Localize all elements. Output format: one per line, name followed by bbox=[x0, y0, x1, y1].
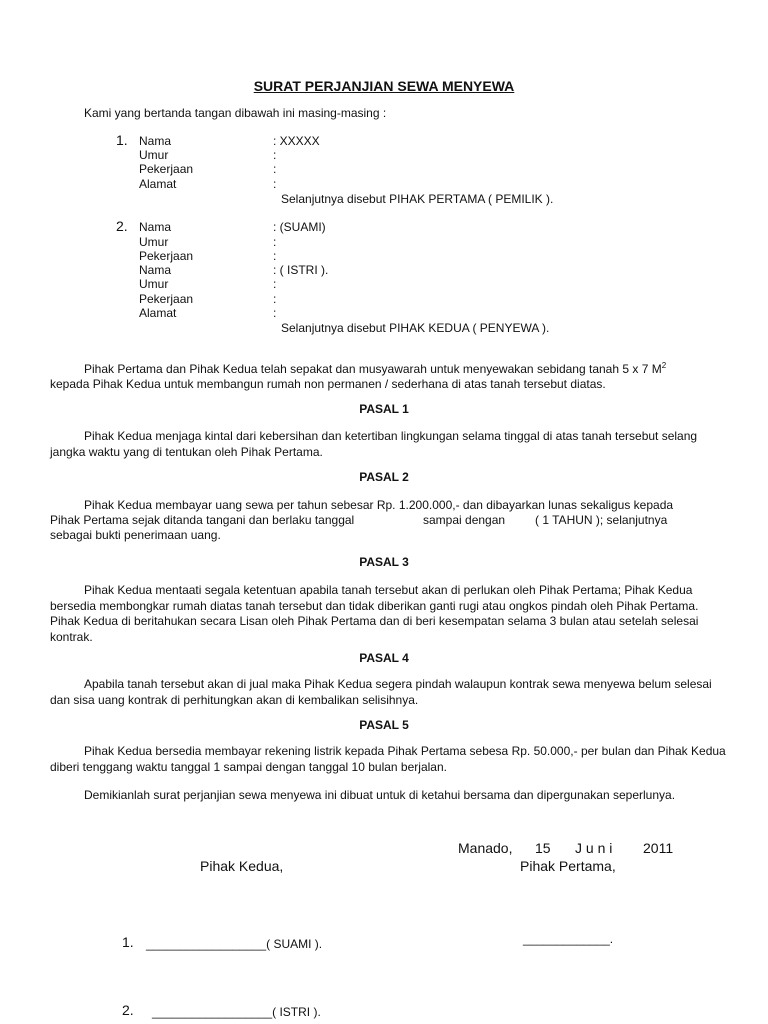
party1-label-pekerjaan: Pekerjaan bbox=[139, 162, 194, 176]
pasal-2-line-2b: sampai dengan bbox=[423, 513, 506, 527]
party1-value-pekerjaan: : bbox=[273, 162, 277, 176]
date-day: 15 bbox=[535, 840, 551, 856]
pasal-4-text: Apabila tanah tersebut akan di jual maka Pihak Kedua segera pindah walaupun kontrak sewa menyewa belum selesai dan sisa uang kontrak di perhitungkan akan di kembalikan selisihnya. bbox=[50, 677, 712, 707]
party2-label-umur-istri: Umur bbox=[139, 277, 169, 291]
party1-label-nama: Nama bbox=[139, 134, 172, 148]
party1-value-nama: : XXXXX bbox=[273, 134, 320, 148]
closing-text: Demikianlah surat perjanjian sewa menyewa ini dibuat untuk di ketahui bersama dan dipergunakan seperlunya. bbox=[84, 788, 676, 802]
pasal-4-heading: PASAL 4 bbox=[359, 651, 409, 665]
party2-label-pekerjaan-istri: Pekerjaan bbox=[139, 292, 194, 306]
signature-1-line: __________________( SUAMI ). bbox=[146, 937, 323, 951]
agreement-line-2: kepada Pihak Kedua untuk membangun rumah non permanen / sederhana di atas tanah tersebut diatas. bbox=[50, 377, 606, 391]
pasal-3-text: Pihak Kedua mentaati segala ketentuan apabila tanah tersebut akan di perlukan oleh Pihak Pertama; Pihak Kedua bersedia membongkar rumah diatas tanah tersebut dan tidak diberikan ganti rugi atau ongkos pindah oleh Pihak Pertama. Pihak Kedua di beritahukan secara Lisan oleh Pihak Pertama dan di beri kesempatan selama 3 bulan atau setelah selesai kontrak. bbox=[50, 583, 699, 644]
party1-value-alamat: : bbox=[273, 177, 277, 191]
party2-number: 2. bbox=[116, 218, 128, 234]
party2-value-alamat: : bbox=[273, 306, 277, 320]
date-year: 2011 bbox=[643, 840, 674, 856]
party2-value-pekerjaan-istri: : bbox=[273, 292, 277, 306]
document-title: SURAT PERJANJIAN SEWA MENYEWA bbox=[253, 78, 515, 94]
pasal-2-line-2c: ( 1 TAHUN ); selanjutnya bbox=[535, 513, 668, 527]
signature-label-pihak-kedua: Pihak Kedua, bbox=[200, 858, 284, 874]
signature-pihak-pertama-line: _____________. bbox=[523, 932, 614, 946]
party2-label-nama: Nama bbox=[139, 220, 172, 234]
party2-label-umur: Umur bbox=[139, 235, 169, 249]
intro-text: Kami yang bertanda tangan dibawah ini masing-masing : bbox=[84, 106, 387, 120]
party1-value-umur: : bbox=[273, 148, 277, 162]
signature-label-pihak-pertama: Pihak Pertama, bbox=[520, 858, 616, 874]
pasal-2-line-1: Pihak Kedua membayar uang sewa per tahun sebesar Rp. 1.200.000,- dan dibayarkan lunas sekaligus kepada bbox=[84, 498, 674, 512]
party1-number: 1. bbox=[116, 132, 128, 148]
superscript-two: 2 bbox=[661, 361, 667, 370]
party1-label-umur: Umur bbox=[139, 148, 169, 162]
date-month: J u n i bbox=[575, 840, 613, 856]
signature-2-number: 2. bbox=[122, 1002, 134, 1018]
pasal-5-text: Pihak Kedua bersedia membayar rekening listrik kepada Pihak Pertama sebesa Rp. 50.000,- per bulan dan Pihak Kedua diberi tenggang waktu tanggal 1 sampai dengan tanggal 10 bulan berjalan. bbox=[50, 744, 726, 774]
party2-note: Selanjutnya disebut PIHAK KEDUA ( PENYEWA ). bbox=[281, 321, 550, 335]
party2-label-alamat: Alamat bbox=[139, 306, 177, 320]
party2-label-nama-istri: Nama bbox=[139, 263, 172, 277]
pasal-2-line-2a: Pihak Pertama sejak ditanda tangani dan berlaku tanggal bbox=[50, 513, 355, 527]
pasal-3-heading: PASAL 3 bbox=[359, 555, 409, 569]
place-city: Manado, bbox=[458, 840, 513, 856]
pasal-1-heading: PASAL 1 bbox=[359, 402, 409, 416]
party2-value-umur: : bbox=[273, 235, 277, 249]
party2-value-umur-istri: : bbox=[273, 277, 277, 291]
party2-value-nama: : (SUAMI) bbox=[273, 220, 326, 234]
pasal-2-heading: PASAL 2 bbox=[359, 470, 409, 484]
pasal-1-text: Pihak Kedua menjaga kintal dari kebersihan dan ketertiban lingkungan selama tinggal di atas tanah tersebut selang jangka waktu yang di tentukan oleh Pihak Pertama. bbox=[50, 429, 698, 459]
party2-value-nama-istri: : ( ISTRI ). bbox=[273, 263, 329, 277]
party1-label-alamat: Alamat bbox=[139, 177, 177, 191]
party2-value-pekerjaan: : bbox=[273, 249, 277, 263]
party2-label-pekerjaan: Pekerjaan bbox=[139, 249, 194, 263]
pasal-2-line-3: sebagai bukti penerimaan uang. bbox=[50, 528, 221, 542]
signature-1-number: 1. bbox=[122, 934, 134, 950]
signature-2-line: __________________( ISTRI ). bbox=[152, 1005, 321, 1019]
agreement-line-1: Pihak Pertama dan Pihak Kedua telah sepakat dan musyawarah untuk menyewakan sebidang tanah 5 x 7 $M^2$ bbox=[84, 361, 667, 376]
pasal-5-heading: PASAL 5 bbox=[359, 718, 409, 732]
party1-note: Selanjutnya disebut PIHAK PERTAMA ( PEMILIK ). bbox=[281, 192, 554, 206]
